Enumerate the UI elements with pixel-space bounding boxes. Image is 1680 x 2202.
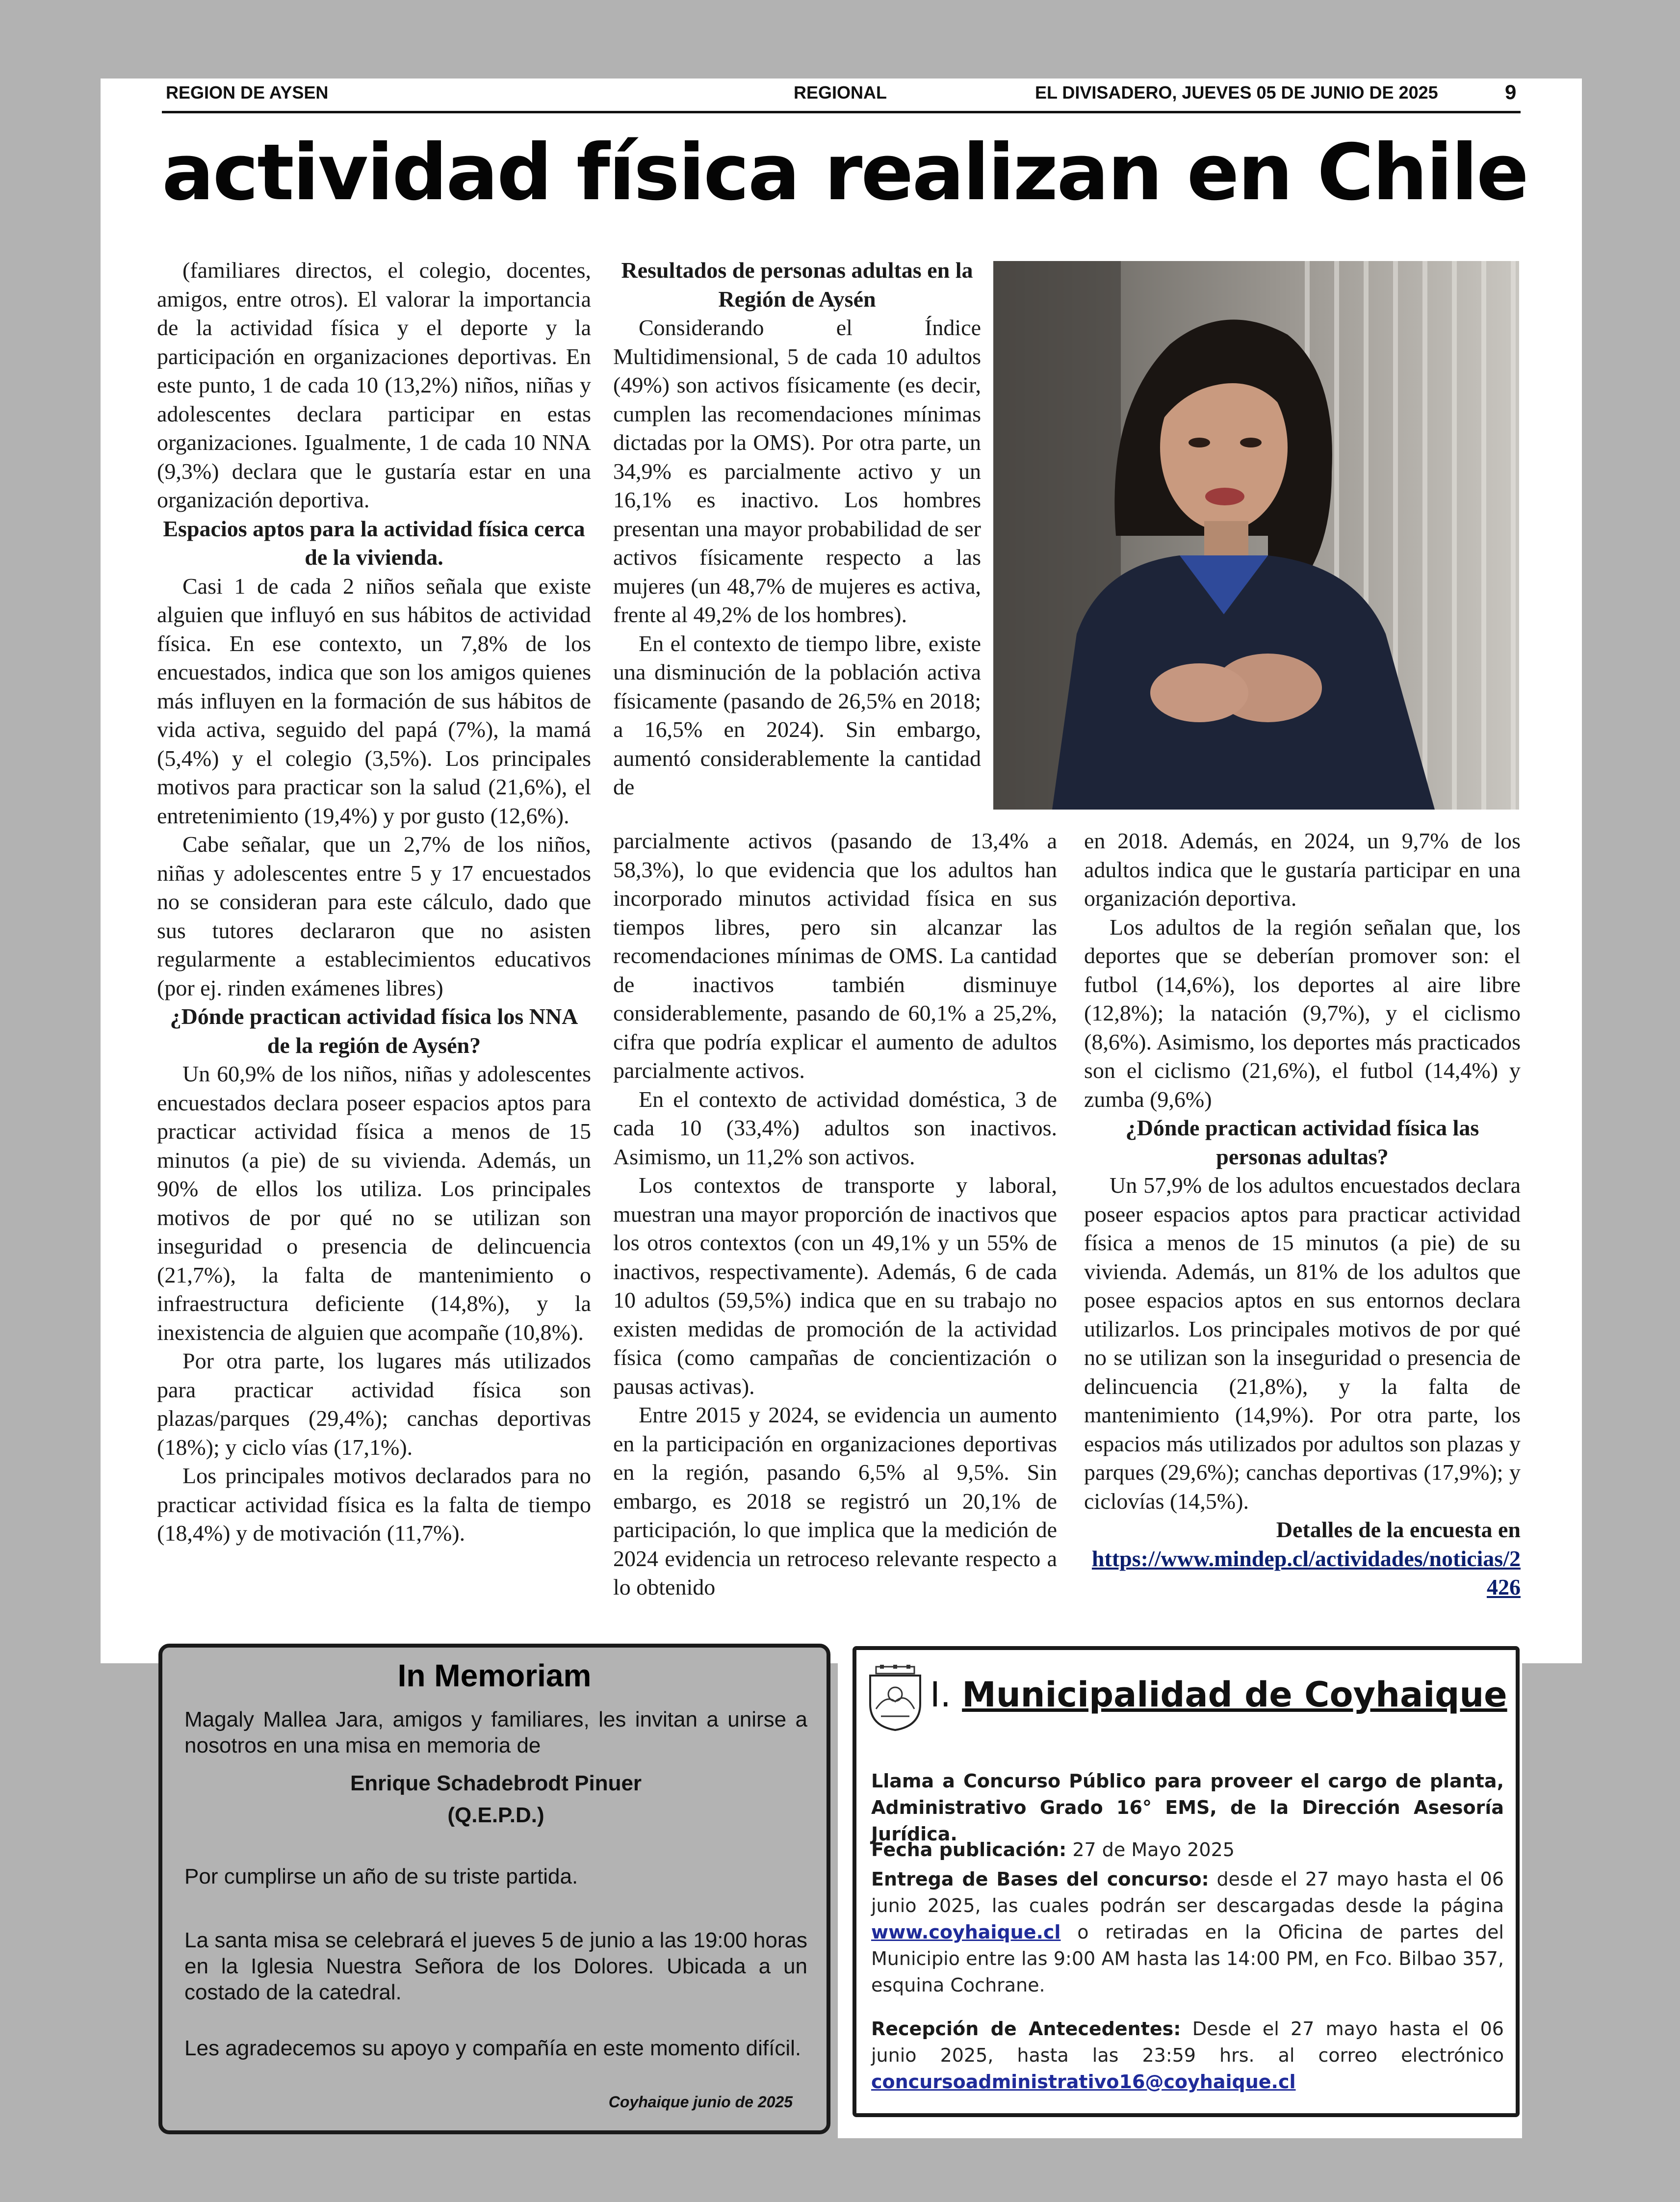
memoriam-intro: Magaly Mallea Jara, amigos y familiares, les invitan a unirse a nosotros en una misa en memoria de <box>184 1707 807 1757</box>
memoriam-line-2: La santa misa se celebrará el jueves 5 de junio a las 19:00 horas en la Iglesia Nuestra Señora de los Dolores. Ubicada a un costado de la catedral. <box>184 1928 807 2004</box>
bases-label: Entrega de Bases del concurso: <box>871 1868 1209 1890</box>
running-head-region: REGION DE AYSEN <box>166 82 329 103</box>
article-paragraph: Los principales motivos declarados para no practicar actividad física es la falta de tiempo (18,4%) y de motivación (11,7%). <box>157 1463 591 1546</box>
memoriam-line-3: Les agradecemos su apoyo y compañía en este momento difícil. <box>184 2036 801 2060</box>
municipal-prefix: I. <box>930 1675 951 1715</box>
bases-text-2: o retiradas en la Oficina de partes del Municipio entre las 9:00 AM hasta las 14:00 PM, en Fco. Bilbao 357, esquina Cochrane. <box>871 1921 1504 1996</box>
article-column-2-bottom <box>613 827 1057 1602</box>
bases-text-1: desde el 27 mayo hasta el 06 junio 2025, las cuales podrán ser descargadas desde la página <box>871 1868 1504 1916</box>
article-paragraph: Cabe señalar, que un 2,7% de los niños, niñas y adolescentes entre 5 y 17 encuestados no se consideran para este cálculo, dado que sus tutores declararon que no asisten regularmente a establecimientos educativos (por ej. rinden exámenes libres) <box>157 832 591 1000</box>
article-column-3 <box>1084 827 1521 1602</box>
publication-label: Fecha publicación: <box>871 1839 1067 1861</box>
municipal-publication <box>871 1836 1504 1863</box>
reception-label: Recepción de Antecedentes: <box>871 2018 1181 2040</box>
article-paragraph: parcialmente activos (pasando de 13,4% a 58,3%), lo que evidencia que los adultos han incorporado minutos actividad física en sus tiempos libres, pero sin alcanzar las recomendaciones mínimas de OMS. La cantidad de inactivos también disminuye considerablemente, pasando de 60,1% a 25,2%, cifra que podría explicar el aumento de adultos parcialmente activos. <box>613 828 1057 1083</box>
page-headline: actividad física realizan en Chile <box>162 128 1527 218</box>
article-paragraph: Por otra parte, los lugares más utilizados para practicar actividad física son plazas/parques (29,4%); canchas deportivas (18%); y ciclo vías (17,1%). <box>157 1348 591 1460</box>
article-photo <box>993 261 1519 810</box>
municipal-bases <box>871 1866 1504 1998</box>
municipal-notice <box>853 1646 1520 2117</box>
article-subheading: Resultados de personas adultas en la Región de Aysén <box>621 258 973 312</box>
municipal-reception <box>871 2016 1504 2095</box>
municipal-email-link[interactable]: concursoadministrativo16@coyhaique.cl <box>871 2071 1296 2093</box>
article-paragraph: Un 60,9% de los niños, niñas y adolescentes encuestados declara poseer espacios aptos para practicar actividad física a menos de 15 minutos (a pie) de su vivienda. Además, un 90% de ellos los utiliza. Los principales motivos de por qué no se utilizan son inseguridad o presencia de delincuencia (21,7%), la falta de mantenimiento o infraestructura deficiente (14,8%), y la inexistencia de alguien que acompañe (10,8%). <box>157 1061 591 1345</box>
survey-details-label: Detalles de la encuesta en <box>1276 1517 1521 1542</box>
memoriam-name: Enrique Schadebrodt Pinuer <box>350 1771 642 1795</box>
article-paragraph: Entre 2015 y 2024, se evidencia un aumento en la participación en organizaciones deportivas en la región, pasando 6,5% al 9,5%. Sin embargo, es 2018 se registró un 20,1% de participación, lo que implica que la medición de 2024 evidencia un retroceso relevante respecto a lo obtenido <box>613 1402 1057 1599</box>
article-paragraph: Considerando el Índice Multidimensional, 5 de cada 10 adultos (49%) son activos físicamente (es decir, cumplen las recomendaciones mínimas dictadas por la OMS). Por otra parte, un 34,9% es parcialmente activo y un 16,1% es inactivo. Los hombres presentan una mayor probabilidad de ser activos físicamente respecto a las mujeres (un 48,7% de mujeres es activa, frente al 49,2% de los hombres). <box>613 315 981 627</box>
memoriam-line-1: Por cumplirse un año de su triste partida. <box>184 1864 578 1888</box>
article-paragraph: En el contexto de tiempo libre, existe una disminución de la población activa físicamente (pasando de 26,5% en 2018; a 16,5% en 2024). Sin embargo, aumentó considerablemente la cantidad de <box>613 630 981 799</box>
municipal-call: Llama a Concurso Público para proveer el cargo de planta, Administrativo Grado 16° EMS, de la Dirección Asesoría Jurídica. <box>871 1770 1504 1845</box>
article-subheading: Espacios aptos para la actividad física cerca de la vivienda. <box>163 516 585 570</box>
page-number: 9 <box>1505 80 1517 104</box>
article-paragraph: En el contexto de actividad doméstica, 3 de cada 10 (33,4%) adultos son inactivos. Asimismo, un 11,2% son activos. <box>613 1086 1057 1169</box>
survey-details-link[interactable]: https://www.mindep.cl/actividades/noticias/2426 <box>1091 1546 1521 1599</box>
article-paragraph: Casi 1 de cada 2 niños señala que existe alguien que influyó en sus hábitos de actividad física. En ese contexto, un 7,8% de los encuestados, indica que son los amigos quienes más influyen en la formación de sus hábitos de vida activa, seguido del papá (7%), la mamá (5,4%) y el colegio (3,5%). Los principales motivos para practicar son la salud (21,6%), el entretenimiento (19,4%) y por gusto (12,6%). <box>157 573 591 828</box>
memoriam-qepd: (Q.E.P.D.) <box>447 1803 544 1827</box>
article-paragraph: Los adultos de la región señalan que, los deportes que se deberían promover son: el futbol (14,6%), los deportes al aire libre (12,8%); la natación (9,7%), y el ciclismo (8,6%). Asimismo, los deportes más practicados son el ciclismo (21,6%), el futbol (14,4%) y zumba (9,6%) <box>1084 914 1521 1112</box>
header-rule <box>162 111 1521 113</box>
publication-date: 27 de Mayo 2025 <box>1072 1839 1235 1861</box>
municipal-title <box>930 1675 1507 1715</box>
article-subheading: ¿Dónde practican actividad física las personas adultas? <box>1125 1115 1479 1169</box>
municipal-website-link[interactable]: www.coyhaique.cl <box>871 1921 1061 1943</box>
article-paragraph: (familiares directos, el colegio, docentes, amigos, entre otros). El valorar la importancia de la actividad física y el deporte y la participación en organizaciones deportivas. En este punto, 1 de cada 10 (13,2%) niños, niñas y adolescentes declara participar en estas organizaciones. Igualmente, 1 de cada 10 NNA (9,3%) declara que le gustaría estar en una organización deportiva. <box>157 258 591 512</box>
running-head-section: REGIONAL <box>794 82 887 103</box>
article-paragraph: en 2018. Además, en 2024, un 9,7% de los adultos indica que le gustaría participar en una organización deportiva. <box>1084 828 1521 911</box>
running-head-dateline: EL DIVISADERO, JUEVES 05 DE JUNIO DE 2025 <box>1035 82 1438 103</box>
memoriam-signature: Coyhaique junio de 2025 <box>608 2093 793 2111</box>
in-memoriam-notice <box>158 1644 830 2134</box>
memoriam-title: In Memoriam <box>397 1658 592 1693</box>
reception-text: Desde el 27 mayo hasta el 06 junio 2025, hasta las 23:59 hrs. al correo electrónico <box>871 2018 1504 2066</box>
article-paragraph: Un 57,9% de los adultos encuestados declara poseer espacios aptos para practicar actividad física a menos de 15 minutos (a pie) de su vivienda. Además, un 81% de los adultos que posee espacios aptos en sus entornos declara utilizarlos. Los principales motivos de por qué no se utilizan son la inseguridad o presencia de delincuencia (21,8%), y la falta de mantenimiento (14,9%). Por otra parte, los espacios más utilizados por adultos son plazas y parques (29,6%); canchas deportivas (17,9%); y ciclovías (14,5%). <box>1084 1173 1521 1514</box>
municipal-crest-icon <box>866 1665 924 1731</box>
article-subheading: ¿Dónde practican actividad física los NNA de la región de Aysén? <box>170 1004 578 1058</box>
article-column-1 <box>157 256 591 1548</box>
woman-portrait-image <box>993 261 1519 810</box>
article-column-2-top <box>613 256 981 802</box>
municipal-name: Municipalidad de Coyhaique <box>962 1675 1507 1715</box>
article-paragraph: Los contextos de transporte y laboral, muestran una mayor proporción de inactivos que los otros contextos (con un 49,1% y un 55% de inactivos, respectivamente). Además, 6 de cada 10 adultos (59,5%) indica que en su trabajo no existen medidas de promoción de la actividad física (como campañas de concientización o pausas activas). <box>613 1173 1057 1399</box>
